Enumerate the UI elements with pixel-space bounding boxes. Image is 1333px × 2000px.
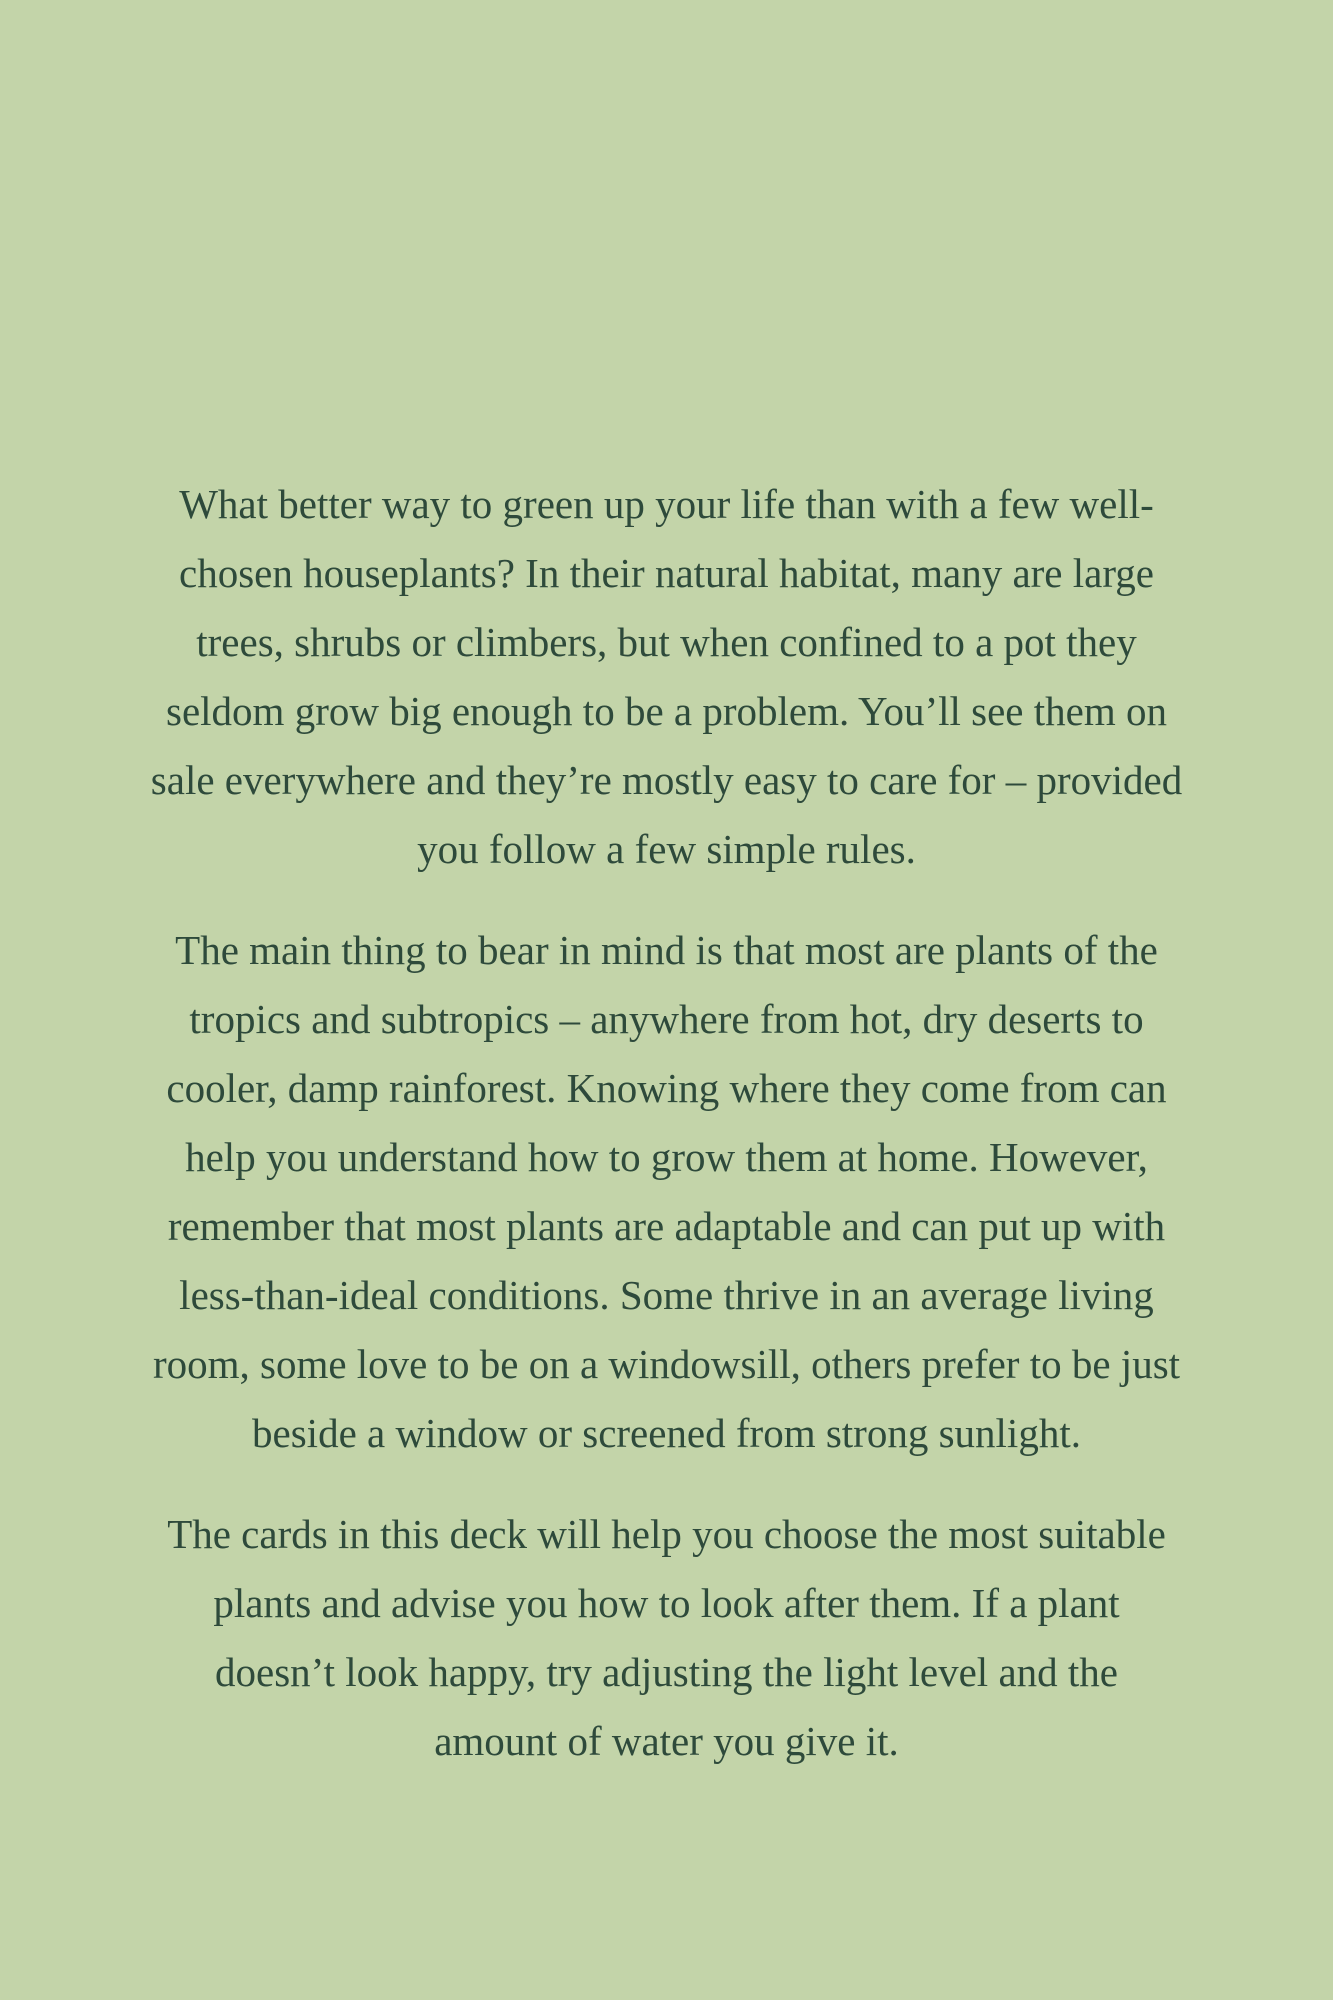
- text-line: you follow a few simple rules.: [417, 826, 916, 872]
- intro-paragraph-1: [37, 470, 1297, 884]
- text-line: less-than-ideal conditions. Some thrive in an average living: [179, 1272, 1154, 1318]
- text-line: amount of water you give it.: [434, 1718, 899, 1764]
- text-line: beside a window or screened from strong sunlight.: [252, 1410, 1081, 1456]
- intro-paragraph-2: [37, 916, 1297, 1468]
- text-line: remember that most plants are adaptable and can put up with: [167, 1203, 1166, 1249]
- intro-paragraph-3: [37, 1500, 1297, 1776]
- text-line: chosen houseplants? In their natural habitat, many are large: [179, 550, 1154, 596]
- text-line: seldom grow big enough to be a problem. You’ll see them on: [166, 688, 1167, 734]
- text-line: room, some love to be on a windowsill, others prefer to be just: [152, 1341, 1181, 1387]
- text-line: plants and advise you how to look after them. If a plant: [213, 1580, 1120, 1626]
- text-line: help you understand how to grow them at home. However,: [185, 1134, 1148, 1180]
- text-line: tropics and subtropics – anywhere from hot, dry deserts to: [189, 996, 1144, 1042]
- intro-text-block: [37, 470, 1297, 1776]
- text-line: trees, shrubs or climbers, but when confined to a pot they: [196, 619, 1137, 665]
- text-line: What better way to green up your life than with a few well-: [179, 481, 1154, 527]
- text-line: doesn’t look happy, try adjusting the light level and the: [215, 1649, 1118, 1695]
- text-line: sale everywhere and they’re mostly easy to care for – provided: [150, 757, 1183, 803]
- text-line: cooler, damp rainforest. Knowing where they come from can: [166, 1065, 1167, 1111]
- text-line: The main thing to bear in mind is that most are plants of the: [175, 927, 1158, 973]
- text-line: The cards in this deck will help you choose the most suitable: [167, 1511, 1166, 1557]
